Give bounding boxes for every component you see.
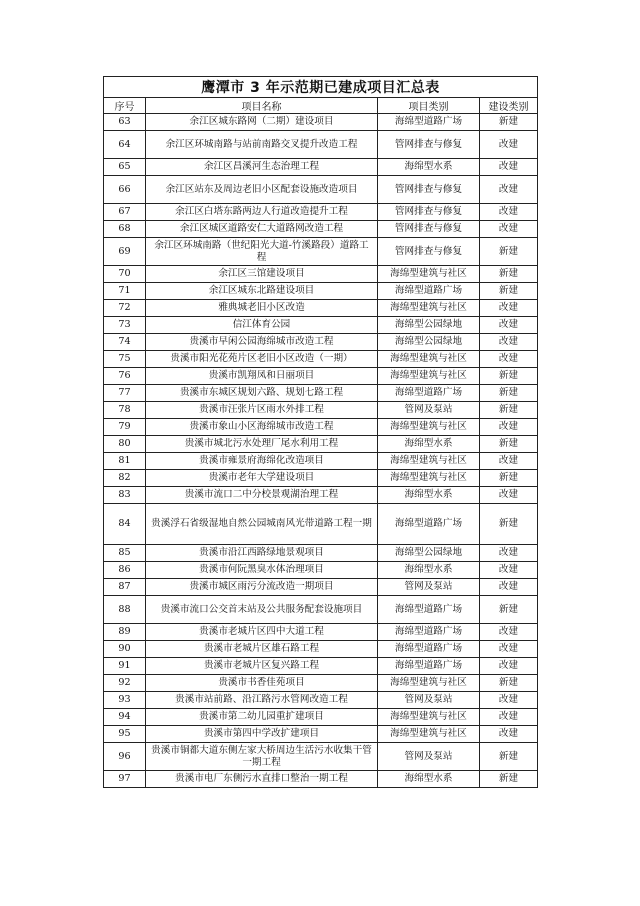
project-type: 海绵型水系 xyxy=(378,771,480,788)
project-name: 贵溪市汪张片区雨水外排工程 xyxy=(146,402,378,419)
project-type: 海绵型公园绿地 xyxy=(378,334,480,351)
project-type: 海绵型建筑与社区 xyxy=(378,470,480,487)
project-name: 贵溪市沿江西路绿地景观项目 xyxy=(146,545,378,562)
construction-type: 新建 xyxy=(480,238,538,266)
construction-type: 改建 xyxy=(480,692,538,709)
construction-type: 改建 xyxy=(480,131,538,159)
table-row xyxy=(104,709,538,726)
project-type: 海绵型道路广场 xyxy=(378,385,480,402)
table-body xyxy=(104,114,538,788)
header-row xyxy=(104,98,538,114)
table-row xyxy=(104,368,538,385)
construction-type: 改建 xyxy=(480,579,538,596)
table-row xyxy=(104,385,538,402)
project-type: 管网排查与修复 xyxy=(378,238,480,266)
project-type: 海绵型水系 xyxy=(378,159,480,176)
summary-sheet xyxy=(103,76,537,788)
project-type: 海绵型水系 xyxy=(378,562,480,579)
project-type: 海绵型道路广场 xyxy=(378,596,480,624)
row-number: 70 xyxy=(104,266,146,283)
project-name: 贵溪市老城片区雄石路工程 xyxy=(146,641,378,658)
project-type: 海绵型水系 xyxy=(378,436,480,453)
construction-type: 改建 xyxy=(480,487,538,504)
construction-type: 改建 xyxy=(480,641,538,658)
construction-type: 改建 xyxy=(480,334,538,351)
table-row xyxy=(104,159,538,176)
row-number: 85 xyxy=(104,545,146,562)
construction-type: 新建 xyxy=(480,385,538,402)
project-type: 海绵型道路广场 xyxy=(378,114,480,131)
row-number: 64 xyxy=(104,131,146,159)
table-row xyxy=(104,351,538,368)
construction-type: 改建 xyxy=(480,159,538,176)
construction-type: 新建 xyxy=(480,368,538,385)
table-row xyxy=(104,402,538,419)
table-row xyxy=(104,692,538,709)
project-name: 贵溪市东城区规划六路、规划七路工程 xyxy=(146,385,378,402)
construction-type: 新建 xyxy=(480,743,538,771)
header-name: 项目名称 xyxy=(146,98,378,114)
project-name: 余江区昌溪河生态治理工程 xyxy=(146,159,378,176)
row-number: 88 xyxy=(104,596,146,624)
construction-type: 改建 xyxy=(480,176,538,204)
table-row xyxy=(104,204,538,221)
project-name: 余江区城东路网（二期）建设项目 xyxy=(146,114,378,131)
construction-type: 改建 xyxy=(480,658,538,675)
construction-type: 新建 xyxy=(480,675,538,692)
project-name: 贵溪市城区雨污分流改造一期项目 xyxy=(146,579,378,596)
table-row xyxy=(104,436,538,453)
table-row xyxy=(104,453,538,470)
row-number: 79 xyxy=(104,419,146,436)
table-row xyxy=(104,419,538,436)
project-name: 贵溪市老城片区四中大道工程 xyxy=(146,624,378,641)
project-type: 海绵型建筑与社区 xyxy=(378,368,480,385)
row-number: 65 xyxy=(104,159,146,176)
construction-type: 新建 xyxy=(480,114,538,131)
project-name: 贵溪市站前路、沿江路污水管网改造工程 xyxy=(146,692,378,709)
row-number: 89 xyxy=(104,624,146,641)
project-name: 贵溪市电厂东侧污水直排口整治一期工程 xyxy=(146,771,378,788)
row-number: 76 xyxy=(104,368,146,385)
table-row xyxy=(104,641,538,658)
project-type: 海绵型公园绿地 xyxy=(378,545,480,562)
row-number: 95 xyxy=(104,726,146,743)
project-summary-table xyxy=(103,76,538,788)
project-name: 贵溪市早闲公园海绵城市改造工程 xyxy=(146,334,378,351)
project-name: 贵溪市象山小区海绵城市改造工程 xyxy=(146,419,378,436)
table-row xyxy=(104,726,538,743)
row-number: 68 xyxy=(104,221,146,238)
table-row xyxy=(104,596,538,624)
row-number: 69 xyxy=(104,238,146,266)
table-row xyxy=(104,504,538,545)
project-type: 海绵型建筑与社区 xyxy=(378,453,480,470)
row-number: 84 xyxy=(104,504,146,545)
table-row xyxy=(104,317,538,334)
table-row xyxy=(104,487,538,504)
row-number: 66 xyxy=(104,176,146,204)
row-number: 87 xyxy=(104,579,146,596)
project-type: 海绵型道路广场 xyxy=(378,504,480,545)
row-number: 63 xyxy=(104,114,146,131)
project-name: 余江区三馆建设项目 xyxy=(146,266,378,283)
construction-type: 新建 xyxy=(480,402,538,419)
row-number: 91 xyxy=(104,658,146,675)
project-type: 海绵型建筑与社区 xyxy=(378,419,480,436)
table-row xyxy=(104,334,538,351)
row-number: 81 xyxy=(104,453,146,470)
project-type: 海绵型建筑与社区 xyxy=(378,351,480,368)
project-type: 海绵型建筑与社区 xyxy=(378,266,480,283)
project-name: 贵溪市雍景府海绵化改造项目 xyxy=(146,453,378,470)
project-type: 管网排查与修复 xyxy=(378,204,480,221)
table-row xyxy=(104,266,538,283)
row-number: 82 xyxy=(104,470,146,487)
table-row xyxy=(104,658,538,675)
table-row xyxy=(104,470,538,487)
row-number: 96 xyxy=(104,743,146,771)
row-number: 67 xyxy=(104,204,146,221)
construction-type: 改建 xyxy=(480,453,538,470)
construction-type: 改建 xyxy=(480,624,538,641)
project-name: 贵溪市凯翔凤和日丽项目 xyxy=(146,368,378,385)
row-number: 77 xyxy=(104,385,146,402)
project-type: 海绵型水系 xyxy=(378,487,480,504)
table-row xyxy=(104,675,538,692)
project-name: 余江区白塔东路两边人行道改造提升工程 xyxy=(146,204,378,221)
project-name: 信江体育公园 xyxy=(146,317,378,334)
row-number: 73 xyxy=(104,317,146,334)
project-name: 贵溪市铜都大道东侧左家大桥周边生活污水收集干管一期工程 xyxy=(146,743,378,771)
construction-type: 改建 xyxy=(480,300,538,317)
row-number: 75 xyxy=(104,351,146,368)
row-number: 92 xyxy=(104,675,146,692)
project-name: 余江区站东及周边老旧小区配套设施改造项目 xyxy=(146,176,378,204)
project-name: 贵溪市流口二中分校景观湖治理工程 xyxy=(146,487,378,504)
table-row xyxy=(104,300,538,317)
construction-type: 改建 xyxy=(480,317,538,334)
construction-type: 改建 xyxy=(480,709,538,726)
table-row xyxy=(104,283,538,300)
project-type: 海绵型道路广场 xyxy=(378,283,480,300)
project-name: 贵溪市流口公交首末站及公共服务配套设施项目 xyxy=(146,596,378,624)
project-type: 管网及泵站 xyxy=(378,402,480,419)
construction-type: 新建 xyxy=(480,771,538,788)
construction-type: 新建 xyxy=(480,504,538,545)
row-number: 94 xyxy=(104,709,146,726)
table-row xyxy=(104,562,538,579)
project-type: 管网排查与修复 xyxy=(378,176,480,204)
project-type: 管网排查与修复 xyxy=(378,221,480,238)
construction-type: 新建 xyxy=(480,596,538,624)
project-name: 贵溪浮石省级湿地自然公园城南风光带道路工程一期 xyxy=(146,504,378,545)
construction-type: 新建 xyxy=(480,470,538,487)
project-type: 管网及泵站 xyxy=(378,743,480,771)
table-row xyxy=(104,771,538,788)
project-type: 海绵型建筑与社区 xyxy=(378,675,480,692)
project-type: 管网及泵站 xyxy=(378,692,480,709)
construction-type: 改建 xyxy=(480,726,538,743)
construction-type: 改建 xyxy=(480,419,538,436)
project-name: 贵溪市老城片区复兴路工程 xyxy=(146,658,378,675)
construction-type: 改建 xyxy=(480,562,538,579)
project-type: 海绵型建筑与社区 xyxy=(378,726,480,743)
project-name: 贵溪市书香佳苑项目 xyxy=(146,675,378,692)
project-name: 贵溪市第二幼儿园重扩建项目 xyxy=(146,709,378,726)
row-number: 90 xyxy=(104,641,146,658)
project-name: 贵溪市阳光花苑片区老旧小区改造（一期） xyxy=(146,351,378,368)
row-number: 86 xyxy=(104,562,146,579)
table-row xyxy=(104,624,538,641)
project-name: 余江区环城南路（世纪阳光大道-竹溪路段）道路工程 xyxy=(146,238,378,266)
row-number: 72 xyxy=(104,300,146,317)
project-type: 海绵型建筑与社区 xyxy=(378,300,480,317)
project-type: 管网及泵站 xyxy=(378,579,480,596)
row-number: 83 xyxy=(104,487,146,504)
row-number: 97 xyxy=(104,771,146,788)
project-name: 余江区环城南路与站前南路交叉提升改造工程 xyxy=(146,131,378,159)
project-type: 海绵型道路广场 xyxy=(378,641,480,658)
project-name: 余江区城区道路安仁大道路网改造工程 xyxy=(146,221,378,238)
project-type: 海绵型道路广场 xyxy=(378,624,480,641)
table-row xyxy=(104,176,538,204)
header-no: 序号 xyxy=(104,98,146,114)
table-row xyxy=(104,131,538,159)
row-number: 80 xyxy=(104,436,146,453)
table-row xyxy=(104,545,538,562)
project-name: 余江区城东北路建设项目 xyxy=(146,283,378,300)
project-name: 贵溪市老年大学建设项目 xyxy=(146,470,378,487)
table-row xyxy=(104,743,538,771)
table-title: 鹰潭市 3 年示范期已建成项目汇总表 xyxy=(104,77,538,98)
table-row xyxy=(104,579,538,596)
row-number: 71 xyxy=(104,283,146,300)
project-name: 雅典城老旧小区改造 xyxy=(146,300,378,317)
header-type: 项目类别 xyxy=(378,98,480,114)
construction-type: 改建 xyxy=(480,221,538,238)
construction-type: 改建 xyxy=(480,204,538,221)
table-row xyxy=(104,238,538,266)
construction-type: 新建 xyxy=(480,436,538,453)
project-name: 贵溪市何阮黑臭水体治理项目 xyxy=(146,562,378,579)
header-kind: 建设类别 xyxy=(480,98,538,114)
row-number: 74 xyxy=(104,334,146,351)
project-type: 管网排查与修复 xyxy=(378,131,480,159)
project-name: 贵溪市第四中学改扩建项目 xyxy=(146,726,378,743)
row-number: 78 xyxy=(104,402,146,419)
construction-type: 改建 xyxy=(480,351,538,368)
project-name: 贵溪市城北污水处理厂尾水利用工程 xyxy=(146,436,378,453)
project-type: 海绵型公园绿地 xyxy=(378,317,480,334)
row-number: 93 xyxy=(104,692,146,709)
construction-type: 新建 xyxy=(480,283,538,300)
project-type: 海绵型建筑与社区 xyxy=(378,709,480,726)
construction-type: 新建 xyxy=(480,266,538,283)
table-row xyxy=(104,114,538,131)
table-row xyxy=(104,221,538,238)
project-type: 海绵型道路广场 xyxy=(378,658,480,675)
construction-type: 改建 xyxy=(480,545,538,562)
